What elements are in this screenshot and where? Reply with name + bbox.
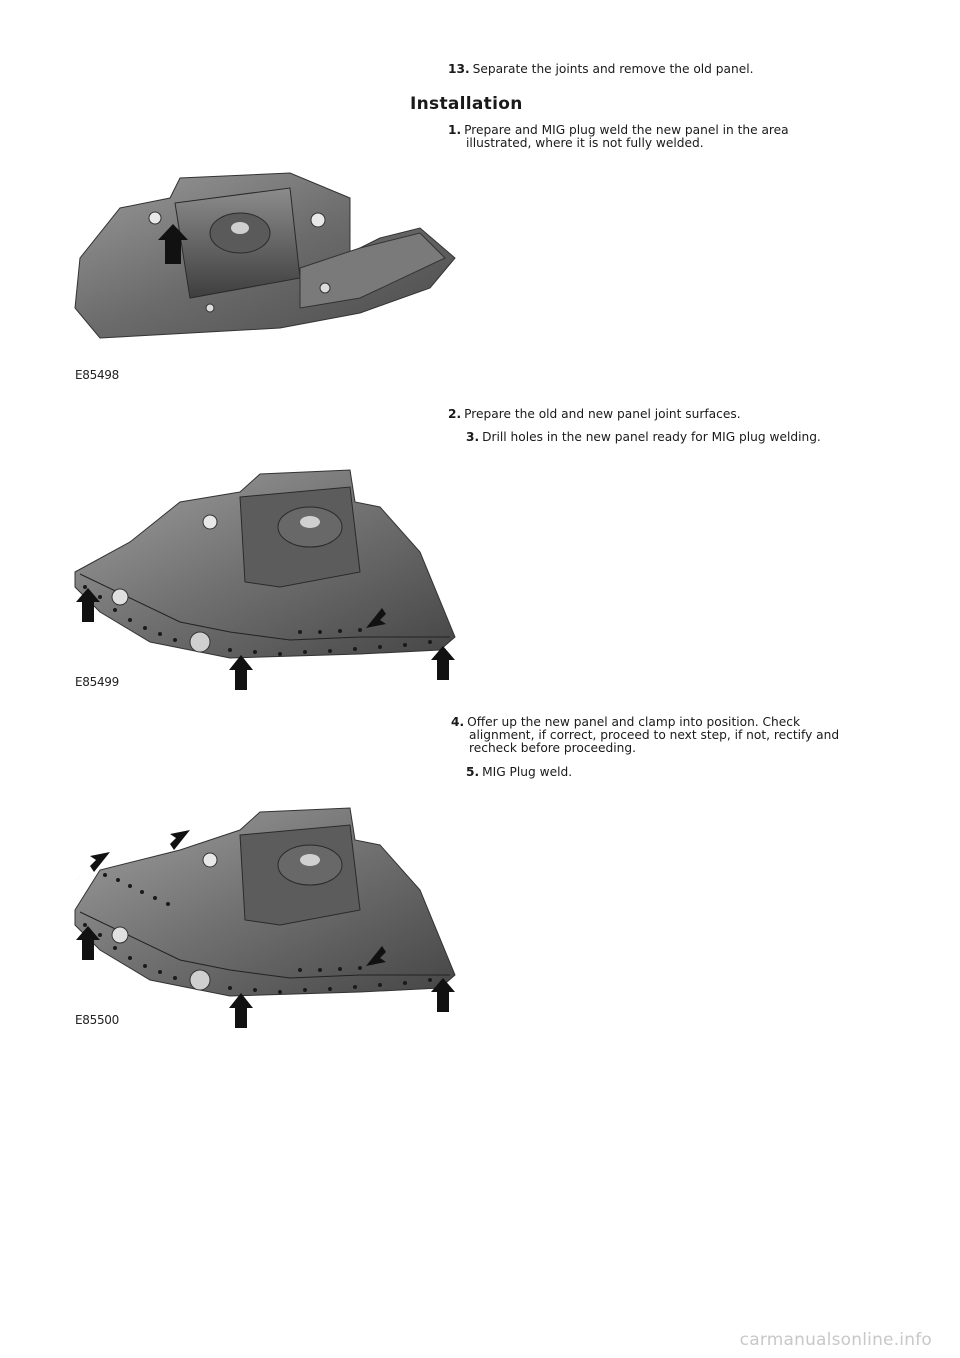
step-text: Offer up the new panel and clamp into position. Check	[467, 715, 801, 729]
step-text: Separate the joints and remove the old panel.	[472, 62, 754, 76]
step-13	[448, 63, 888, 76]
step-text: MIG Plug weld.	[482, 765, 573, 779]
step-text: Prepare and MIG plug weld the new panel in the area	[464, 123, 789, 137]
figure-2-panel-illustration	[60, 462, 460, 692]
step-1	[448, 124, 888, 150]
figure-code: E85499	[75, 675, 119, 689]
figure-code: E85498	[75, 368, 119, 382]
step-4	[451, 716, 891, 755]
section-title: Installation	[410, 94, 523, 114]
step-2	[448, 408, 888, 421]
step-number: 4.	[451, 715, 465, 729]
step-text-continued: alignment, if correct, proceed to next step, if not, rectify and	[469, 728, 840, 742]
figure-1-panel-illustration	[60, 158, 460, 343]
step-text: Drill holes in the new panel ready for MIG plug welding.	[482, 430, 821, 444]
arrow-icon	[431, 646, 455, 680]
step-number: 13.	[448, 62, 470, 76]
step-text-continued: recheck before proceeding.	[469, 741, 636, 755]
figure-code: E85500	[75, 1013, 119, 1027]
watermark: carmanualsonline.info	[739, 1330, 932, 1350]
step-number: 3.	[466, 430, 480, 444]
arrow-icon	[229, 655, 253, 690]
step-text-continued: illustrated, where it is not fully welded.	[466, 136, 704, 150]
step-number: 1.	[448, 123, 462, 137]
step-5	[466, 766, 906, 779]
step-text: Prepare the old and new panel joint surfaces.	[464, 407, 741, 421]
step-number: 2.	[448, 407, 462, 421]
arrow-icon	[229, 993, 253, 1028]
step-3	[466, 431, 906, 444]
figure-3-panel-illustration	[60, 800, 460, 1030]
step-number: 5.	[466, 765, 480, 779]
